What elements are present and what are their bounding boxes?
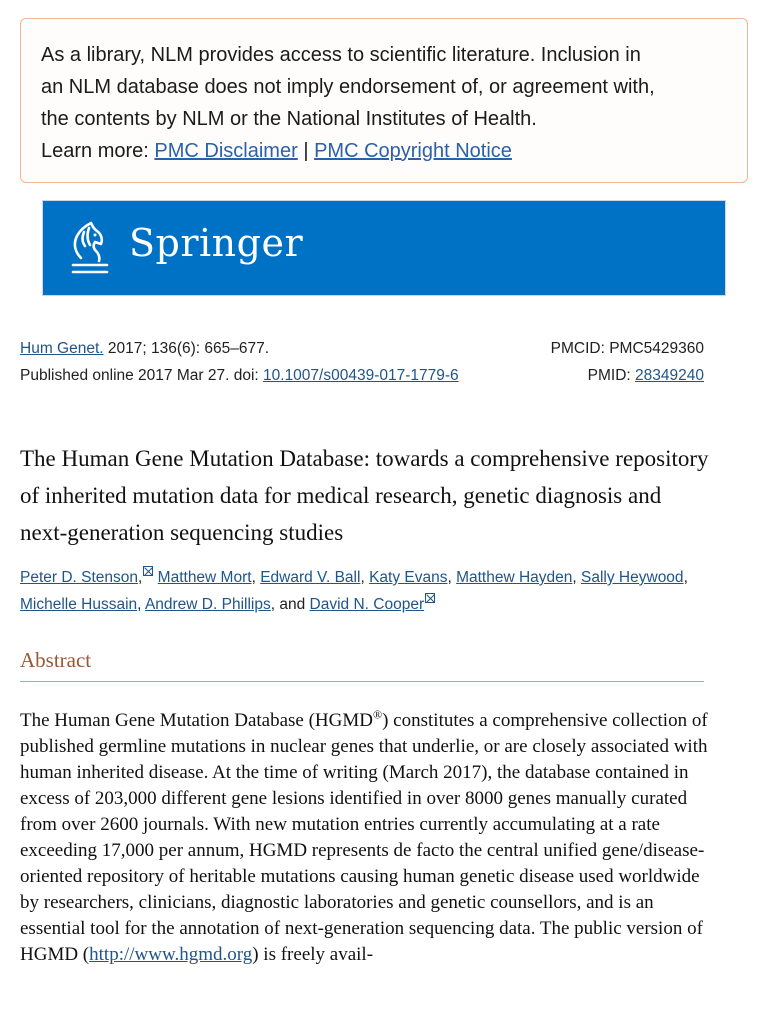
author-separator: , <box>137 595 142 613</box>
email-icon[interactable] <box>425 593 435 603</box>
author-separator: , <box>251 569 256 586</box>
email-icon[interactable] <box>143 566 153 576</box>
author-separator: , <box>138 569 143 586</box>
author-separator: , <box>270 595 276 613</box>
author-separator: , <box>360 569 365 586</box>
journal-link[interactable]: Hum Genet. <box>20 340 104 357</box>
learn-more-label: Learn more: <box>41 140 149 162</box>
disclaimer-line-2: an NLM database does not imply endorsement of, or agreement with, <box>41 76 655 98</box>
abstract-text <box>20 708 710 968</box>
hgmd-link[interactable]: http://www.hgmd.org <box>89 944 253 965</box>
author-separator: , <box>683 569 688 586</box>
link-separator: | <box>303 140 309 162</box>
journal-details: 2017; 136(6): 665–677. <box>107 340 270 357</box>
citation-left <box>20 336 520 389</box>
disclaimer-line-1: As a library, NLM provides access to scientific literature. Inclusion in <box>41 44 641 66</box>
pmid-link[interactable]: 28349240 <box>635 366 704 384</box>
pmcid-value: PMCID: PMC5429360 <box>550 340 704 357</box>
author-link[interactable]: Matthew Mort <box>157 569 252 586</box>
published-online: Published online 2017 Mar 27. doi: <box>20 366 259 384</box>
author-link[interactable]: Peter D. Stenson <box>20 569 139 586</box>
springer-banner[interactable] <box>42 200 726 296</box>
disclaimer-box <box>20 18 748 183</box>
author-separator: , <box>572 569 577 586</box>
citation-right <box>504 336 704 389</box>
abstract-text-start: The Human Gene Mutation Database (HGMD <box>20 710 373 731</box>
doi-link[interactable]: 10.1007/s00439-017-1779-6 <box>263 366 459 384</box>
article-title: The Human Gene Mutation Database: towards a comprehensive repository of inherited mutation data for medical research, genetic diagnosis and next-generation sequencing studies <box>20 446 709 545</box>
author-conjunction: and <box>279 595 306 613</box>
abstract-heading: Abstract <box>20 648 704 682</box>
author-link[interactable]: David N. Cooper <box>309 595 425 613</box>
author-link[interactable]: Edward V. Ball <box>260 569 361 586</box>
author-list <box>20 565 710 618</box>
springer-horse-icon <box>63 218 117 278</box>
pmc-copyright-notice-link[interactable]: PMC Copyright Notice <box>314 140 512 162</box>
author-link[interactable]: Michelle Hussain <box>20 595 138 613</box>
abstract-text-end: ) is freely avail- <box>252 944 374 965</box>
pmid-label: PMID: <box>587 366 631 384</box>
author-link[interactable]: Matthew Hayden <box>456 569 573 586</box>
registered-mark: ® <box>372 707 383 722</box>
disclaimer-line-3: the contents by NLM or the National Institutes of Health. <box>41 108 537 130</box>
author-link[interactable]: Katy Evans <box>369 569 448 586</box>
author-separator: , <box>447 569 452 586</box>
pmc-disclaimer-link[interactable]: PMC Disclaimer <box>154 140 298 162</box>
author-link[interactable]: Andrew D. Phillips <box>144 595 271 613</box>
springer-logo-text: Springer <box>129 221 304 265</box>
author-link[interactable]: Sally Heywood <box>581 569 684 586</box>
disclaimer-text <box>41 39 747 167</box>
abstract-text-middle: ) constitutes a comprehensive collection of published germline mutations in nuclear genes that underlie, or are closely associated with human inherited disease. At the time of writing (March 2017), the database contained in excess of 203,000 different gene lesions identified in over 8000 genes manually curated from over 2600 journals. With new mutation entries currently accumulating at a rate exceeding 17,000 per annum, HGMD represents de facto the central unified gene/disease-oriented repository of heritable mutations causing human genetic disease used worldwide by researchers, clinicians, diagnostic laboratories and genetic counsellors, and is an essential tool for the annotation of next-generation sequencing data. The public version of HGMD ( <box>20 710 708 965</box>
